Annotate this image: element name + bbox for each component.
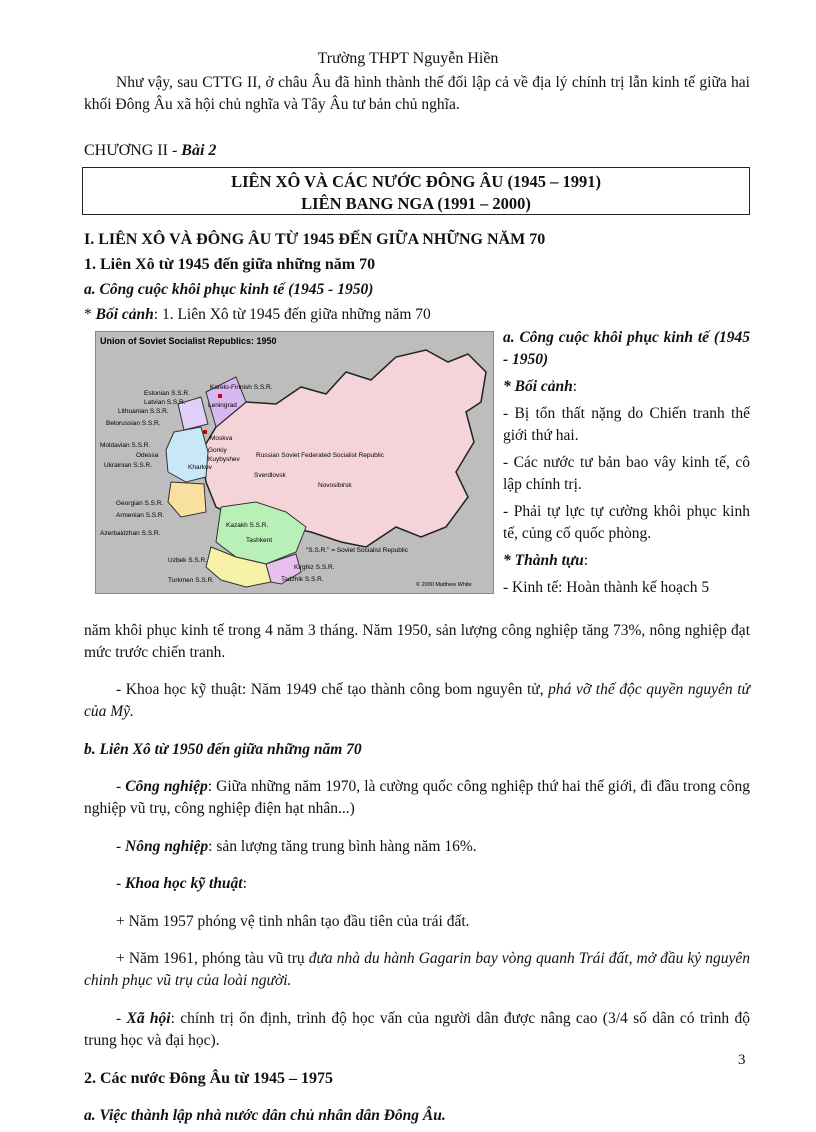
- map-label-novosibirsk: Novosibirsk: [318, 482, 352, 489]
- right-context-colon: :: [572, 378, 578, 395]
- map-label-turkmen: Turkmen S.S.R.: [168, 577, 214, 584]
- map-label-belorussian: Belorussian S.S.R.: [106, 420, 161, 427]
- map-label-kharkov: Kharkov: [188, 464, 212, 471]
- map-title: Union of Soviet Socialist Republics: 1950: [100, 336, 277, 346]
- agriculture-label: Nông nghiệp: [125, 837, 209, 855]
- society-rest: : chính trị ổn định, trình độ học vấn của người dân được nâng cao (3/4 số dân có trình độ trung học và đại học).: [84, 1009, 750, 1049]
- map-label-tadzhik: Tadzhik S.S.R.: [281, 576, 324, 583]
- map-copyright: © 2000 Matthew White: [416, 582, 472, 588]
- title-box: [82, 167, 750, 215]
- economy-start: - Kinh tế: Hoàn thành kế hoạch 5: [503, 579, 710, 596]
- map-label-gorkiy: Gorkiy: [208, 447, 227, 454]
- chapter-text: CHƯƠNG II -: [84, 142, 182, 159]
- economy-continued: năm khôi phục kinh tế trong 4 năm 3 tháng. Năm 1950, sản lượng công nghiệp tăng 73%, nông nghiệp đạt mức trước chiến tranh.: [84, 621, 750, 661]
- subsection-heading-2: 2. Các nước Đông Âu từ 1945 – 1975: [84, 1069, 333, 1087]
- science-paragraph: [84, 679, 750, 723]
- context-line: [84, 304, 431, 326]
- page-number: 3: [738, 1052, 746, 1068]
- map-label-ssr-note: "S.S.R." = Soviet Socialist Republic: [306, 547, 408, 554]
- section-heading-1: I. LIÊN XÔ VÀ ĐÔNG ÂU TỪ 1945 ĐẾN GIỮA NHỮNG NĂM 70: [84, 231, 546, 248]
- agriculture-rest: : sản lượng tăng trung bình hàng năm 16%.: [208, 837, 477, 855]
- map-label-estonian: Estonian S.S.R.: [144, 390, 190, 397]
- satellite-paragraph: + Năm 1957 phóng vệ tinh nhân tạo đầu tiên của trái đất.: [116, 912, 470, 930]
- scitech-rest: :: [242, 875, 247, 892]
- map-label-odessa: Odessa: [136, 452, 159, 459]
- science-plain: - Khoa học kỹ thuật: Năm 1949 chế tạo thành công bom nguyên tử,: [116, 681, 549, 698]
- subsection-heading-a: a. Công cuộc khôi phục kinh tế (1945 - 1950): [84, 281, 374, 298]
- map-label-tashkent: Tashkent: [246, 537, 273, 544]
- industry-paragraph: [84, 776, 750, 820]
- map-label-ukrainian: Ukrainian S.S.R.: [104, 462, 153, 469]
- context-bullet-1: - Bị tổn thất nặng do Chiến tranh thế giới thứ hai.: [503, 405, 750, 444]
- map-label-lithuanian: Lithuanian S.S.R.: [118, 408, 169, 415]
- achievements-colon: :: [583, 552, 589, 569]
- lesson-label: Bài 2: [181, 142, 217, 159]
- ussr-map-figure: [95, 331, 494, 594]
- moskva-marker: [203, 430, 207, 434]
- industry-rest: : Giữa những năm 1970, là cường quốc công nghiệp thứ hai thế giới, đi đầu trong công nghiệp vũ trụ, công nghiệp điện hạt nhân...): [84, 778, 750, 817]
- gagarin-paragraph: [84, 948, 750, 992]
- map-label-kazakh: Kazakh S.S.R.: [226, 522, 269, 529]
- intro-paragraph: Như vậy, sau CTTG II, ở châu Âu đã hình thành thế đối lập cả về địa lý chính trị lẫn kinh tế giữa hai khối Đông Âu xã hội chủ nghĩa và Tây Âu tư bản chủ nghĩa.: [84, 74, 750, 113]
- agriculture-paragraph: [84, 836, 750, 858]
- ukraine-region: [166, 427, 208, 482]
- map-label-karelo: Karelo-Finnish S.S.R.: [210, 384, 273, 391]
- map-label-georgian: Georgian S.S.R.: [116, 500, 164, 507]
- title-line-1: LIÊN XÔ VÀ CÁC NƯỚC ĐÔNG ÂU (1945 – 1991): [231, 172, 601, 191]
- map-label-moskva: Moskva: [210, 435, 233, 442]
- gagarin-plain: + Năm 1961, phóng tàu vũ trụ: [116, 950, 309, 967]
- context-bullet-3: - Phải tự lực tự cường khôi phục kinh tế, củng cố quốc phòng.: [503, 503, 750, 542]
- achievements-label: * Thành tựu: [503, 552, 584, 569]
- context-bullet-2: - Các nước tư bản bao vây kinh tế, cô lập chính trị.: [503, 454, 750, 493]
- society-dash: -: [116, 1009, 127, 1027]
- map-label-uzbek: Uzbek S.S.R.: [168, 557, 208, 564]
- map-label-kirghiz: Kirghiz S.S.R.: [294, 564, 335, 571]
- map-label-rsfsr: Russian Soviet Federated Socialist Republic: [256, 452, 384, 459]
- gagarin-italic: đưa nhà du hành Gagarin bay vòng quanh Trái đất, mở đầu kỷ nguyên chinh phục vũ trụ của loài người.: [84, 950, 750, 989]
- right-column: [503, 327, 750, 604]
- scitech-dash: -: [116, 875, 126, 892]
- scitech-label: Khoa học kỹ thuật: [125, 875, 243, 892]
- right-context: [503, 376, 750, 398]
- map-label-azerbaidzhan: Azerbaidzhan S.S.R.: [100, 530, 161, 537]
- chapter-label: [84, 142, 216, 160]
- page-header: Trường THPT Nguyễn Hiền: [317, 50, 499, 67]
- context-label: Bối cảnh: [95, 306, 154, 323]
- society-paragraph: [84, 1008, 750, 1052]
- industry-dash: -: [116, 778, 126, 795]
- subsection-heading-1: 1. Liên Xô từ 1945 đến giữa những năm 70: [84, 256, 376, 273]
- industry-label: Công nghiệp: [125, 778, 208, 795]
- society-label: Xã hội: [126, 1009, 171, 1027]
- map-label-kuybyshev: Kuybyshev: [208, 456, 240, 463]
- body-continued: [84, 604, 750, 1132]
- map-label-armenian: Armenian S.S.R.: [116, 512, 165, 519]
- right-context-label: * Bối cảnh: [503, 378, 573, 395]
- subsection-heading-b: b. Liên Xô từ 1950 đến giữa những năm 70: [84, 740, 362, 758]
- context-prefix: *: [84, 306, 96, 323]
- scitech-paragraph: [84, 873, 750, 895]
- agriculture-dash: -: [116, 837, 126, 855]
- ussr-map-graphic: [96, 332, 493, 593]
- title-line-2: LIÊN BANG NGA (1991 – 2000): [301, 194, 531, 213]
- science-italic: phá vỡ thế độc quyền nguyên tử của Mỹ.: [84, 681, 750, 720]
- map-label-sverdlovsk: Sverdlovsk: [254, 472, 286, 479]
- leningrad-marker: [218, 394, 222, 398]
- map-label-latvian: Latvian S.S.R.: [144, 399, 186, 406]
- right-heading: a. Công cuộc khôi phục kinh tế (1945 - 1950): [503, 329, 750, 368]
- map-label-leningrad: Leningrad: [208, 402, 237, 409]
- map-label-moldavian: Moldavian S.S.R.: [100, 442, 151, 449]
- context-rest: : 1. Liên Xô từ 1945 đến giữa những năm 70: [153, 306, 431, 323]
- subsection-heading-2a: a. Việc thành lập nhà nước dân chủ nhân dân Đông Âu.: [84, 1107, 446, 1124]
- right-achievements: [503, 550, 750, 572]
